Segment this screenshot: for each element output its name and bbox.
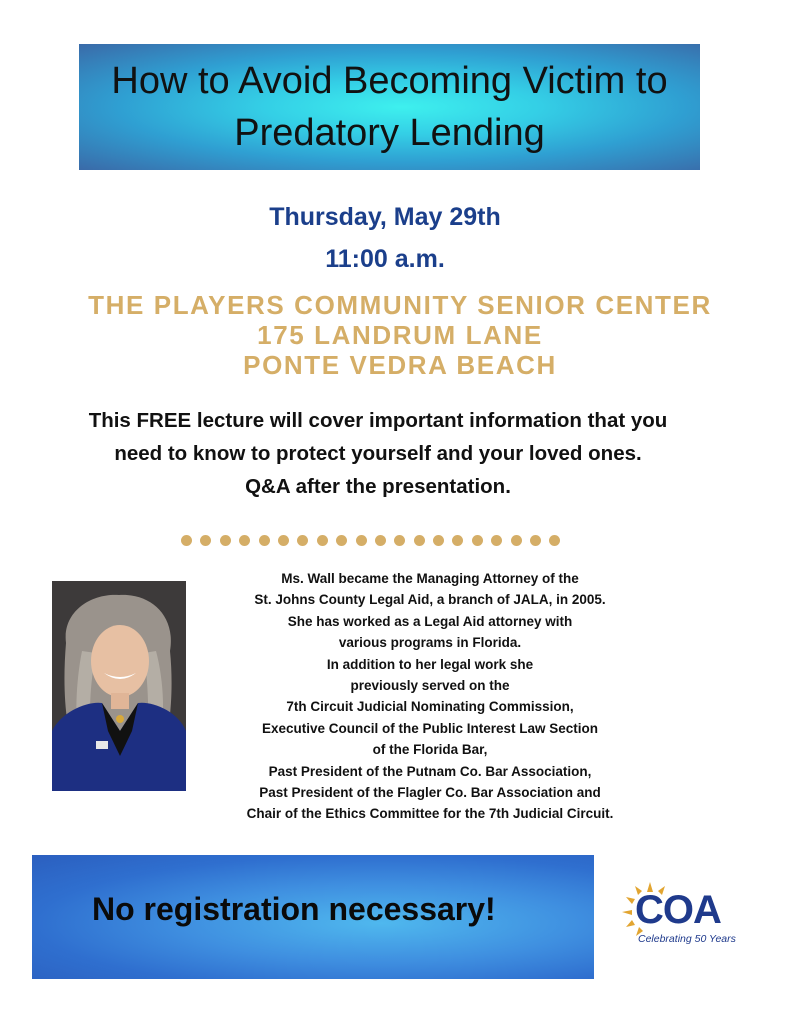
bio-line: 7th Circuit Judicial Nominating Commission,: [286, 699, 574, 715]
dot-divider: [181, 535, 560, 547]
bio-line: Past President of the Putnam Co. Bar Association,: [268, 763, 592, 779]
bio-line: previously served on the: [350, 678, 510, 694]
speaker-bio: [200, 568, 660, 825]
description: [0, 404, 756, 503]
coa-logo: [620, 880, 770, 950]
bio-line: Ms. Wall became the Managing Attorney of the: [281, 571, 579, 586]
bio-line: St. Johns County Legal Aid, a branch of JALA, in 2005.: [254, 592, 606, 608]
bio-line: Past President of the Flagler Co. Bar Association and: [259, 785, 601, 801]
venue-street: 175 LANDRUM LANE: [257, 320, 543, 350]
footer-banner: [32, 855, 594, 979]
venue-city: PONTE VEDRA BEACH: [243, 350, 557, 380]
bio-line: She has worked as a Legal Aid attorney with: [287, 613, 573, 629]
title-banner: [79, 44, 700, 170]
description-line-1: This FREE lecture will cover important information that you: [88, 409, 668, 432]
bio-line: of the Florida Bar,: [372, 742, 488, 758]
event-time: 11:00 a.m.: [325, 245, 445, 273]
bio-line: various programs in Florida.: [338, 635, 522, 651]
venue-block: [0, 290, 791, 380]
bio-line: Executive Council of the Public Interest Law Section: [261, 720, 599, 736]
event-date: Thursday, May 29th: [269, 203, 501, 231]
speaker-photo: [52, 581, 186, 791]
speaker-portrait-image: [52, 581, 186, 791]
title-line-1: How to Avoid Becoming Victim to: [111, 60, 668, 102]
title-line-2: Predatory Lending: [234, 112, 545, 154]
venue-name: THE PLAYERS COMMUNITY SENIOR CENTER: [88, 290, 712, 320]
bio-line: Chair of the Ethics Committee for the 7th Judicial Circuit.: [246, 806, 614, 822]
no-registration-text: No registration necessary!: [92, 891, 496, 927]
description-line-2: need to know to protect yourself and your loved ones.: [114, 442, 642, 465]
coa-wordmark: COA: [635, 888, 721, 932]
coa-tagline: Celebrating 50 Years: [638, 933, 736, 945]
description-line-3: Q&A after the presentation.: [245, 475, 511, 498]
bio-line: In addition to her legal work she: [326, 656, 534, 672]
